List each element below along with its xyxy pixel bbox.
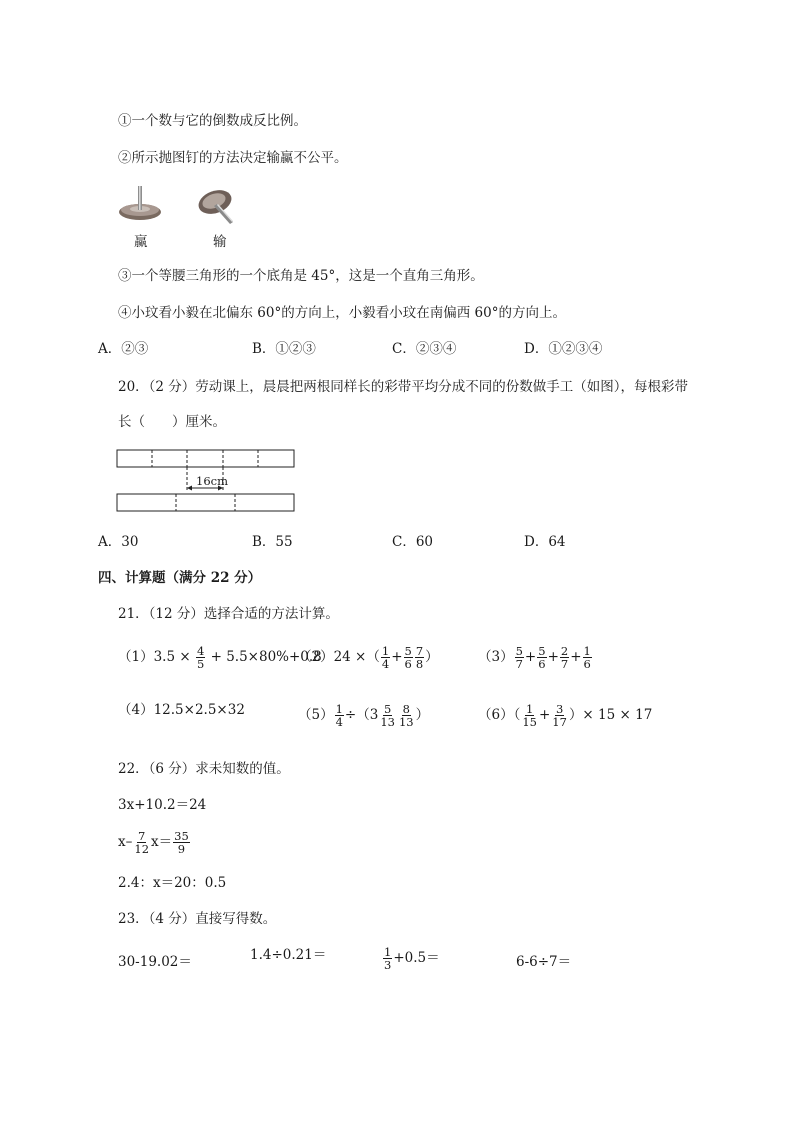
statement-3: ③一个等腰三角形的一个底角是 45°，这是一个直角三角形。 (118, 268, 484, 284)
fraction: $\frac{5}{6}$ (404, 644, 412, 671)
q22-title: 22．（6 分）求未知数的值。 (118, 761, 290, 777)
q21-problem-3: （3） $\frac{5}{7}$ + $\frac{5}{6}$ + $\frac{2}{7}$ + $\frac{1}{6}$ (478, 644, 591, 671)
q19-option-c[interactable]: C．②③④ (392, 341, 457, 357)
q22-equation-2: x– $\frac{7}{12}$ x＝ $\frac{35}{9}$ (118, 829, 189, 856)
q21-problem-2: （2）24 ×（ $\frac{1}{4}$ + $\frac{5}{6}$ $\frac{7}{8}$ ） (298, 644, 439, 671)
q19-option-a[interactable]: A．②③ (98, 341, 149, 357)
q21-problem-1: （1）3.5 × $\frac{4}{5}$ + 5.5×80%+0.8 (118, 644, 322, 671)
q22-equation-3: 2.4：x＝20：0.5 (118, 875, 227, 891)
section-title: 四、计算题（满分 22 分） (98, 570, 262, 586)
q20-text-line2: 长（ ）厘米。 (118, 414, 226, 430)
statement-2: ②所示抛图钉的方法决定输赢不公平。 (118, 150, 348, 166)
thumbtack-lose-label: 输 (213, 234, 227, 250)
fraction: $\frac{1}{4}$ (335, 702, 343, 729)
q20-option-c[interactable]: C．60 (392, 534, 434, 550)
thumbtack-win-label: 赢 (134, 234, 148, 250)
fraction: $\frac{7}{12}$ (134, 829, 150, 856)
q23-item-1: 30-19.02＝ (118, 954, 192, 970)
q21-problem-5: （5） $\frac{1}{4}$ ÷（3 $\frac{5}{13}$ $\frac{8}{13}$ ） (298, 702, 430, 729)
fraction: $\frac{1}{6}$ (583, 644, 591, 671)
fraction: $\frac{35}{9}$ (174, 829, 189, 856)
fraction: $\frac{7}{8}$ (415, 644, 424, 671)
statement-1: ①一个数与它的倒数成反比例。 (118, 113, 307, 129)
q21-problem-6: （6）（ $\frac{1}{15}$ + $\frac{3}{17}$ ）× 15 × 17 (478, 702, 653, 729)
fraction: $\frac{8}{13}$ (398, 702, 414, 729)
q21-problem-4: （4）12.5×2.5×32 (118, 702, 245, 718)
fraction: $\frac{1}{15}$ (522, 702, 537, 729)
q20-option-d[interactable]: D．64 (524, 534, 566, 550)
q23-item-4: 6-6÷7＝ (516, 954, 572, 970)
fraction: $\frac{2}{7}$ (560, 644, 569, 671)
q21-title: 21．（12 分）选择合适的方法计算。 (118, 606, 339, 622)
thumbtack-win-image (116, 182, 166, 226)
fraction: $\frac{1}{3}$ (384, 945, 392, 972)
statement-4: ④小玟看小毅在北偏东 60°的方向上，小毅看小玟在南偏西 60°的方向上。 (118, 305, 566, 321)
q20-option-b[interactable]: B．55 (252, 534, 293, 550)
q23-item-3: $\frac{1}{3}$ +0.5＝ (384, 945, 440, 972)
q20-option-a[interactable]: A．30 (98, 534, 139, 550)
fraction: $\frac{5}{13}$ (380, 702, 395, 729)
q23-title: 23．（4 分）直接写得数。 (118, 911, 277, 927)
ribbon-length-label: 16cm (196, 474, 228, 488)
fraction: $\frac{5}{7}$ (515, 644, 523, 671)
fraction: $\frac{1}{4}$ (381, 644, 390, 671)
fraction: $\frac{3}{17}$ (552, 702, 567, 729)
q19-option-d[interactable]: D．①②③④ (524, 341, 603, 357)
q23-item-2: 1.4÷0.21＝ (250, 947, 327, 963)
q19-option-b[interactable]: B．①②③ (252, 341, 316, 357)
thumbtack-lose-image (193, 188, 243, 228)
q20-text-line1: 20．（2 分）劳动课上，晨晨把两根同样长的彩带平均分成不同的份数做手工（如图），每根彩带 (118, 379, 689, 395)
q22-equation-1: 3x+10.2＝24 (118, 797, 207, 813)
fraction: $\frac{5}{6}$ (538, 644, 546, 671)
fraction: $\frac{4}{5}$ (196, 644, 205, 671)
